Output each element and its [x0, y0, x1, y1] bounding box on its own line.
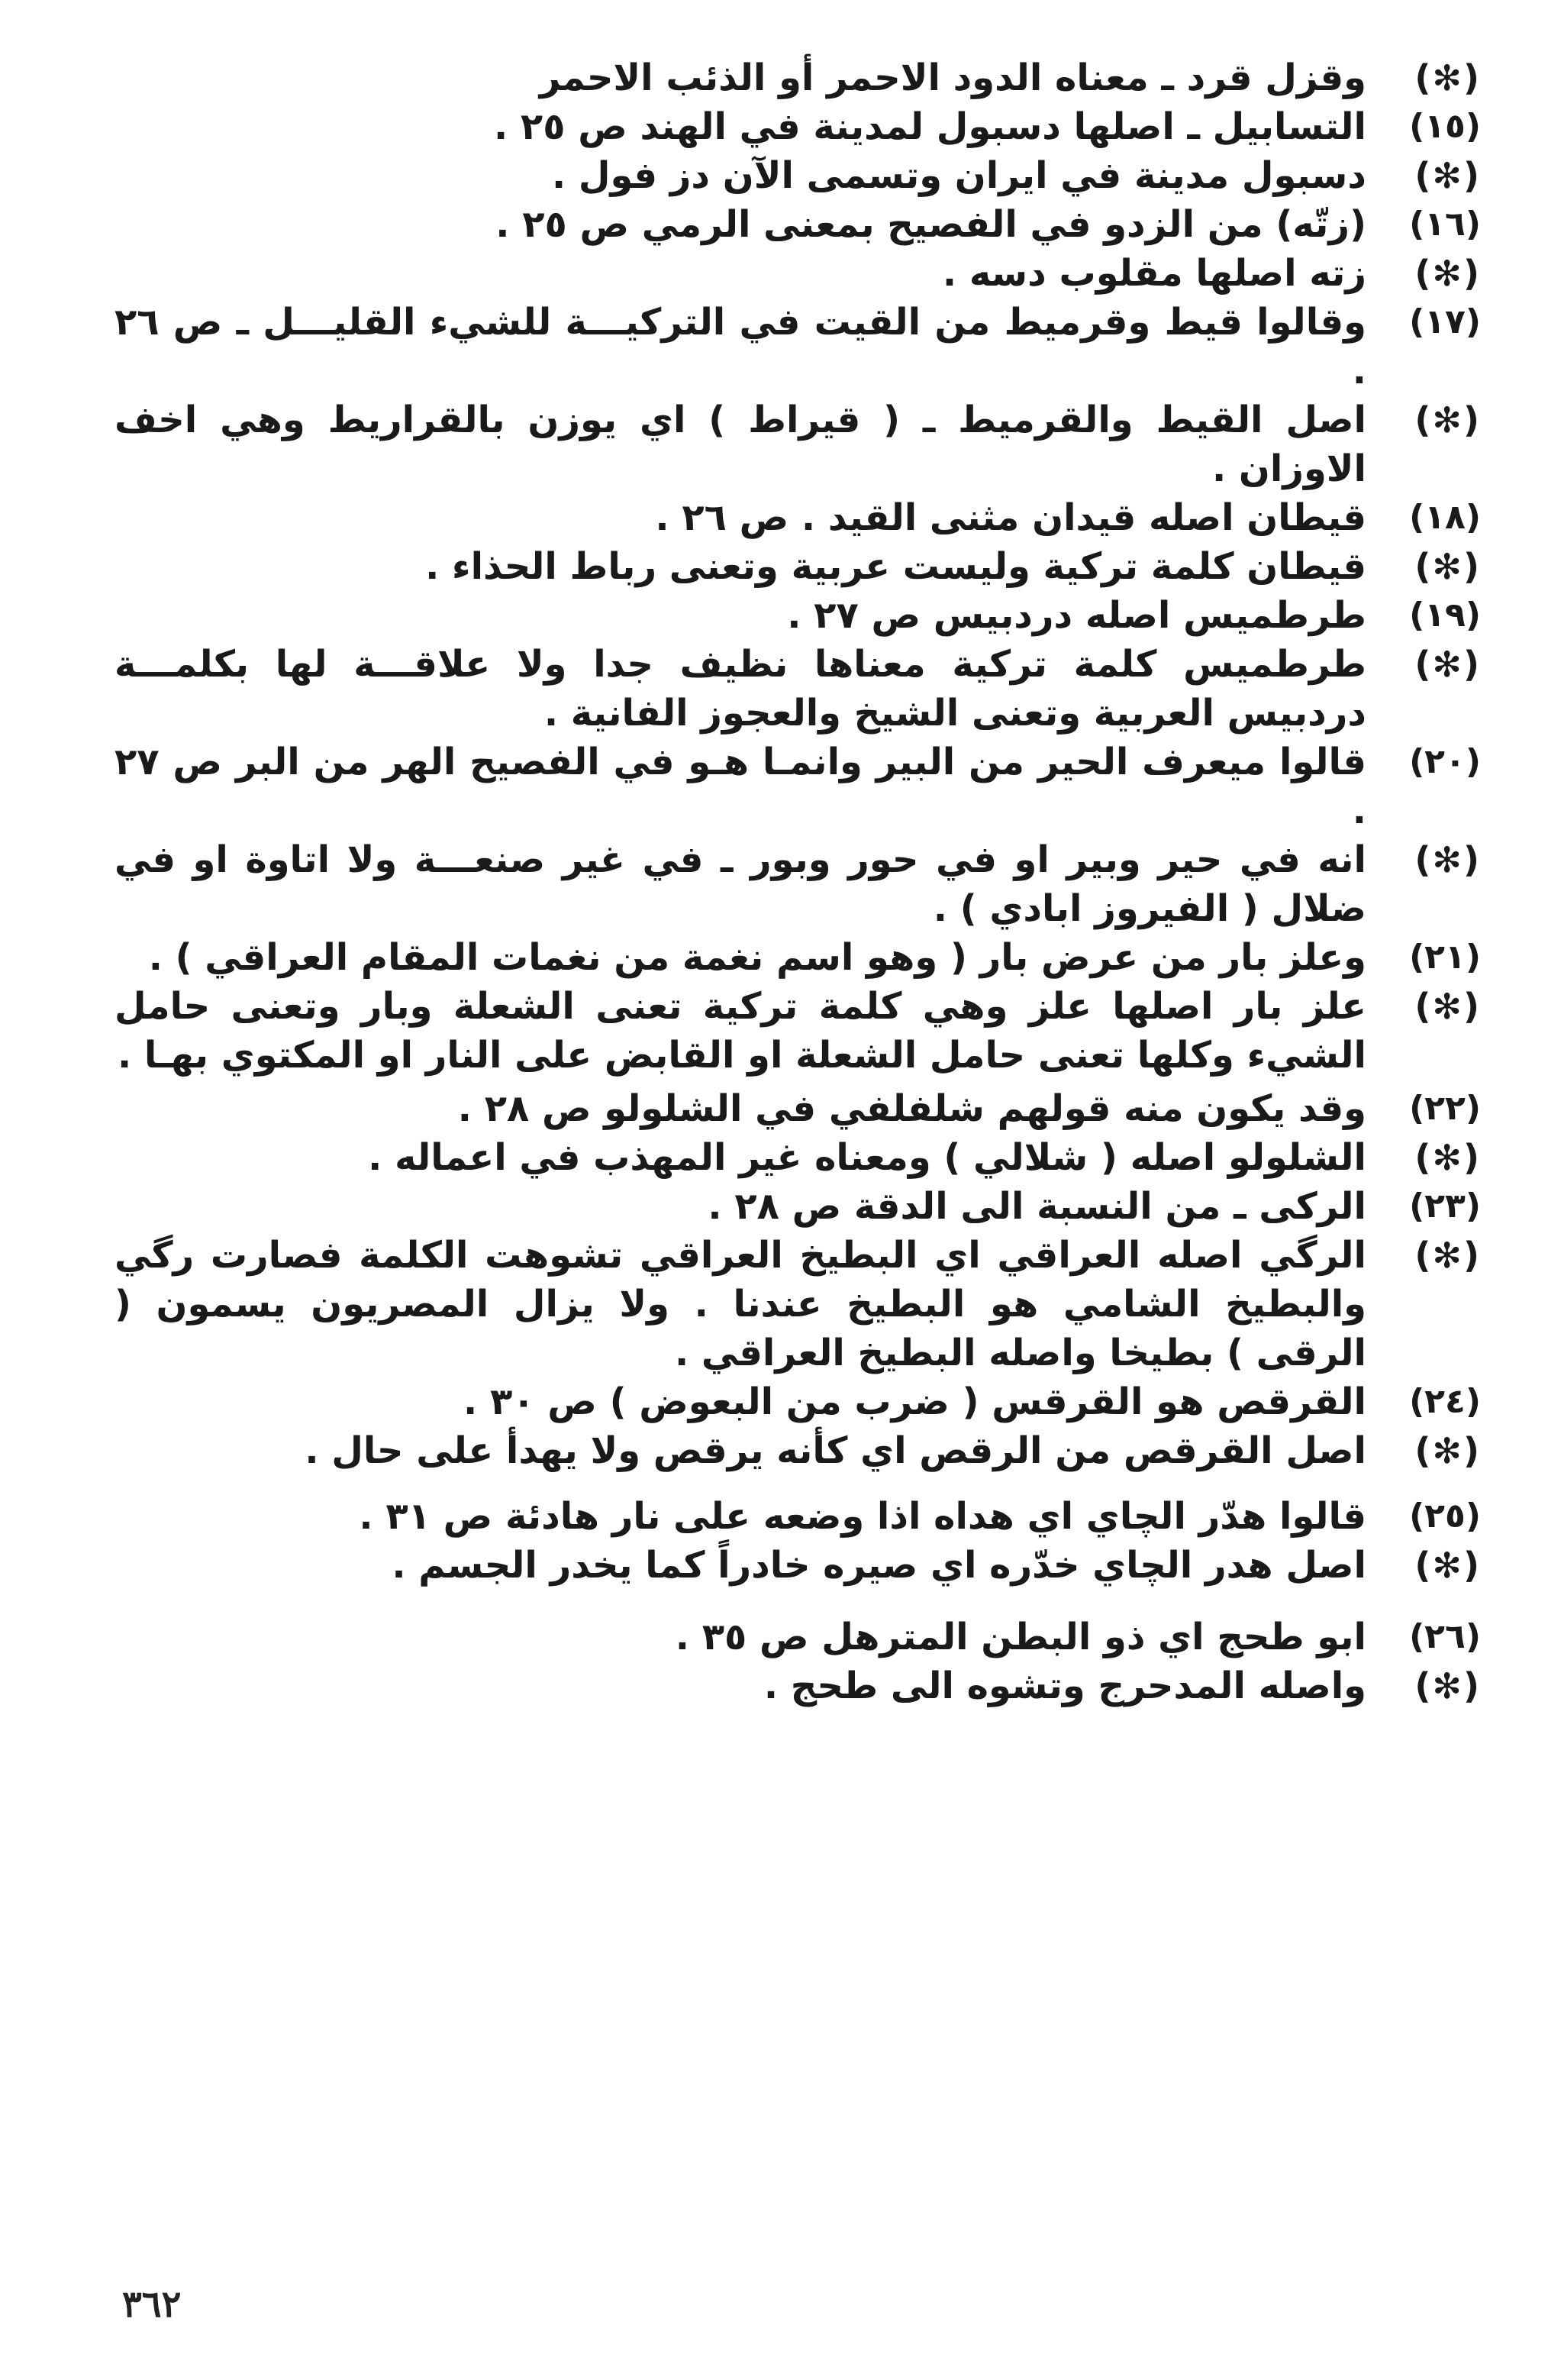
- entry-number: (٢٣): [1409, 1187, 1481, 1226]
- asterisk-marker-icon: (✻): [1414, 1665, 1481, 1707]
- numbered-entry-24: [114, 1377, 1481, 1426]
- asterisk-marker-icon: (✻): [1414, 986, 1481, 1027]
- entry-text: طرطميس اصله دردبيس ص ٢٧ .: [787, 594, 1366, 637]
- entry-number: (١٩): [1409, 596, 1481, 635]
- spacer: [114, 1590, 1481, 1613]
- entry-text: انه في حير وبير او في حور وبور ـ في غير صنعـــة ولا اتاوة او في ضلال ( الفيروز ابادي ) .: [114, 838, 1366, 930]
- entry-text: وقزل قرد ـ معناه الدود الاحمر أو الذئب الاحمر: [539, 57, 1366, 99]
- entry-number: (١٧): [1409, 302, 1481, 341]
- note-entry: [114, 542, 1481, 591]
- numbered-entry-26: [114, 1613, 1481, 1661]
- entry-number: (٢٢): [1409, 1089, 1481, 1128]
- entry-text: قيطان اصله قيدان مثنى القيد . ص ٢٦ .: [655, 496, 1366, 539]
- entry-text: اصل هدر الچاي خدّره اي صيره خادراً كما يخدر الجسم .: [392, 1544, 1366, 1587]
- asterisk-marker-icon: (✻): [1414, 155, 1481, 196]
- entry-text: الركى ـ من النسبة الى الدقة ص ٢٨ .: [708, 1185, 1366, 1228]
- note-entry: [114, 640, 1481, 738]
- book-page: [114, 53, 1481, 1710]
- asterisk-marker-icon: (✻): [1414, 839, 1481, 880]
- numbered-entry-17: [114, 298, 1481, 396]
- entry-text: التسابيل ـ اصلها دسبول لمدينة في الهند ص ٢٥ .: [493, 105, 1366, 148]
- asterisk-marker-icon: (✻): [1414, 253, 1481, 294]
- entry-text: الشلولو اصله ( شلالي ) ومعناه غير المهذب في اعماله .: [368, 1136, 1366, 1179]
- asterisk-marker-icon: (✻): [1414, 546, 1481, 587]
- entry-number: (١٦): [1409, 205, 1481, 244]
- entry-text: واصله المدحرج وتشوه الى طحج .: [763, 1665, 1366, 1707]
- numbered-entry-15: [114, 102, 1481, 151]
- entry-text: القرقص هو القرقس ( ضرب من البعوض ) ص ٣٠ .: [463, 1381, 1366, 1423]
- entry-text: قالوا هدّر الچاي اي هداه اذا وضعه على نار هادئة ص ٣١ .: [359, 1495, 1366, 1538]
- numbered-entry-25: [114, 1492, 1481, 1541]
- asterisk-marker-icon: (✻): [1414, 1235, 1481, 1276]
- entry-number: (٢٥): [1409, 1497, 1481, 1536]
- asterisk-marker-icon: (✻): [1414, 1430, 1481, 1471]
- note-entry: [114, 1231, 1481, 1377]
- note-entry: [114, 396, 1481, 493]
- entry-number: (٢٠): [1409, 742, 1481, 781]
- note-entry: [114, 249, 1481, 298]
- entry-text: الرگي اصله العراقي اي البطيخ العراقي تشوهت الكلمة فصارت رگي والبطيخ الشامي هو البطيخ عندنا . ولا يزال المصريون يسمون ( الرقى ) بطيخا واصله البطيخ العراقي .: [114, 1234, 1366, 1374]
- page-number: ٣٦٢: [122, 2283, 182, 2326]
- entry-text: زته اصلها مقلوب دسه .: [942, 252, 1366, 295]
- entry-number: (١٥): [1409, 107, 1481, 146]
- spacer: [114, 1475, 1481, 1492]
- numbered-entry-23: [114, 1182, 1481, 1231]
- note-entry: [114, 1133, 1481, 1182]
- asterisk-marker-icon: (✻): [1414, 399, 1481, 441]
- asterisk-marker-icon: (✻): [1414, 644, 1481, 685]
- entry-number: (٢٦): [1409, 1617, 1481, 1656]
- entry-text: وعلز بار من عرض بار ( وهو اسم نغمة من نغمات المقام العراقي ) .: [148, 936, 1366, 979]
- numbered-entry-18: [114, 493, 1481, 542]
- asterisk-marker-icon: (✻): [1414, 1545, 1481, 1586]
- note-entry: [114, 982, 1481, 1080]
- entry-text: قيطان كلمة تركية وليست عربية وتعنى رباط الحذاء .: [425, 545, 1366, 588]
- entry-text: اصل القرقص من الرقص اي كأنه يرقص ولا يهدأ على حال .: [305, 1429, 1366, 1472]
- entry-text: طرطميس كلمة تركية معناها نظيف جدا ولا علاقـــة لها بكلمـــة دردبيس العربية وتعنى الشيخ والعجوز الفانية .: [114, 643, 1366, 735]
- entry-text: دسبول مدينة في ايران وتسمى الآن دز فول .: [551, 154, 1366, 197]
- numbered-entry-20: [114, 738, 1481, 835]
- numbered-entry-21: [114, 933, 1481, 982]
- numbered-entry-16: [114, 200, 1481, 249]
- note-entry: [114, 1426, 1481, 1475]
- note-entry: [114, 1661, 1481, 1710]
- note-entry: [114, 1541, 1481, 1590]
- entry-text: قالوا ميعرف الحير من البير وانمـا هـو في الفصيح الهر من البر ص ٢٧ .: [114, 741, 1366, 832]
- note-entry: [114, 151, 1481, 200]
- note-entry: [114, 53, 1481, 102]
- numbered-entry-19: [114, 591, 1481, 640]
- entry-number: (٢١): [1409, 938, 1481, 977]
- entry-text: علز بار اصلها علز وهي كلمة تركية تعنى الشعلة وبار وتعنى حامل الشيء وكلها تعنى حامل الشعلة او القابض على النار او المكتوي بهـا .: [114, 985, 1366, 1077]
- entry-text: وقالوا قيط وقرميط من القيت في التركيـــة للشيء القليـــل ـ ص ٢٦ .: [114, 301, 1366, 392]
- entry-number: (٢٤): [1409, 1382, 1481, 1421]
- numbered-entry-22: [114, 1084, 1481, 1133]
- asterisk-marker-icon: (✻): [1414, 57, 1481, 98]
- asterisk-marker-icon: (✻): [1414, 1137, 1481, 1178]
- note-entry: [114, 835, 1481, 933]
- entry-number: (١٨): [1409, 498, 1481, 537]
- entry-text: وقد يكون منه قولهم شلفلفي في الشلولو ص ٢٨ .: [457, 1087, 1366, 1130]
- entry-text: اصل القيط والقرميط ـ ( قيراط ) اي يوزن بالقراريط وهي اخف الاوزان .: [114, 399, 1366, 490]
- entry-text: ابو طحج اي ذو البطن المترهل ص ٣٥ .: [675, 1616, 1366, 1658]
- entry-text: (زتّه) من الزدو في الفصيح بمعنى الرمي ص ٢٥ .: [495, 203, 1366, 246]
